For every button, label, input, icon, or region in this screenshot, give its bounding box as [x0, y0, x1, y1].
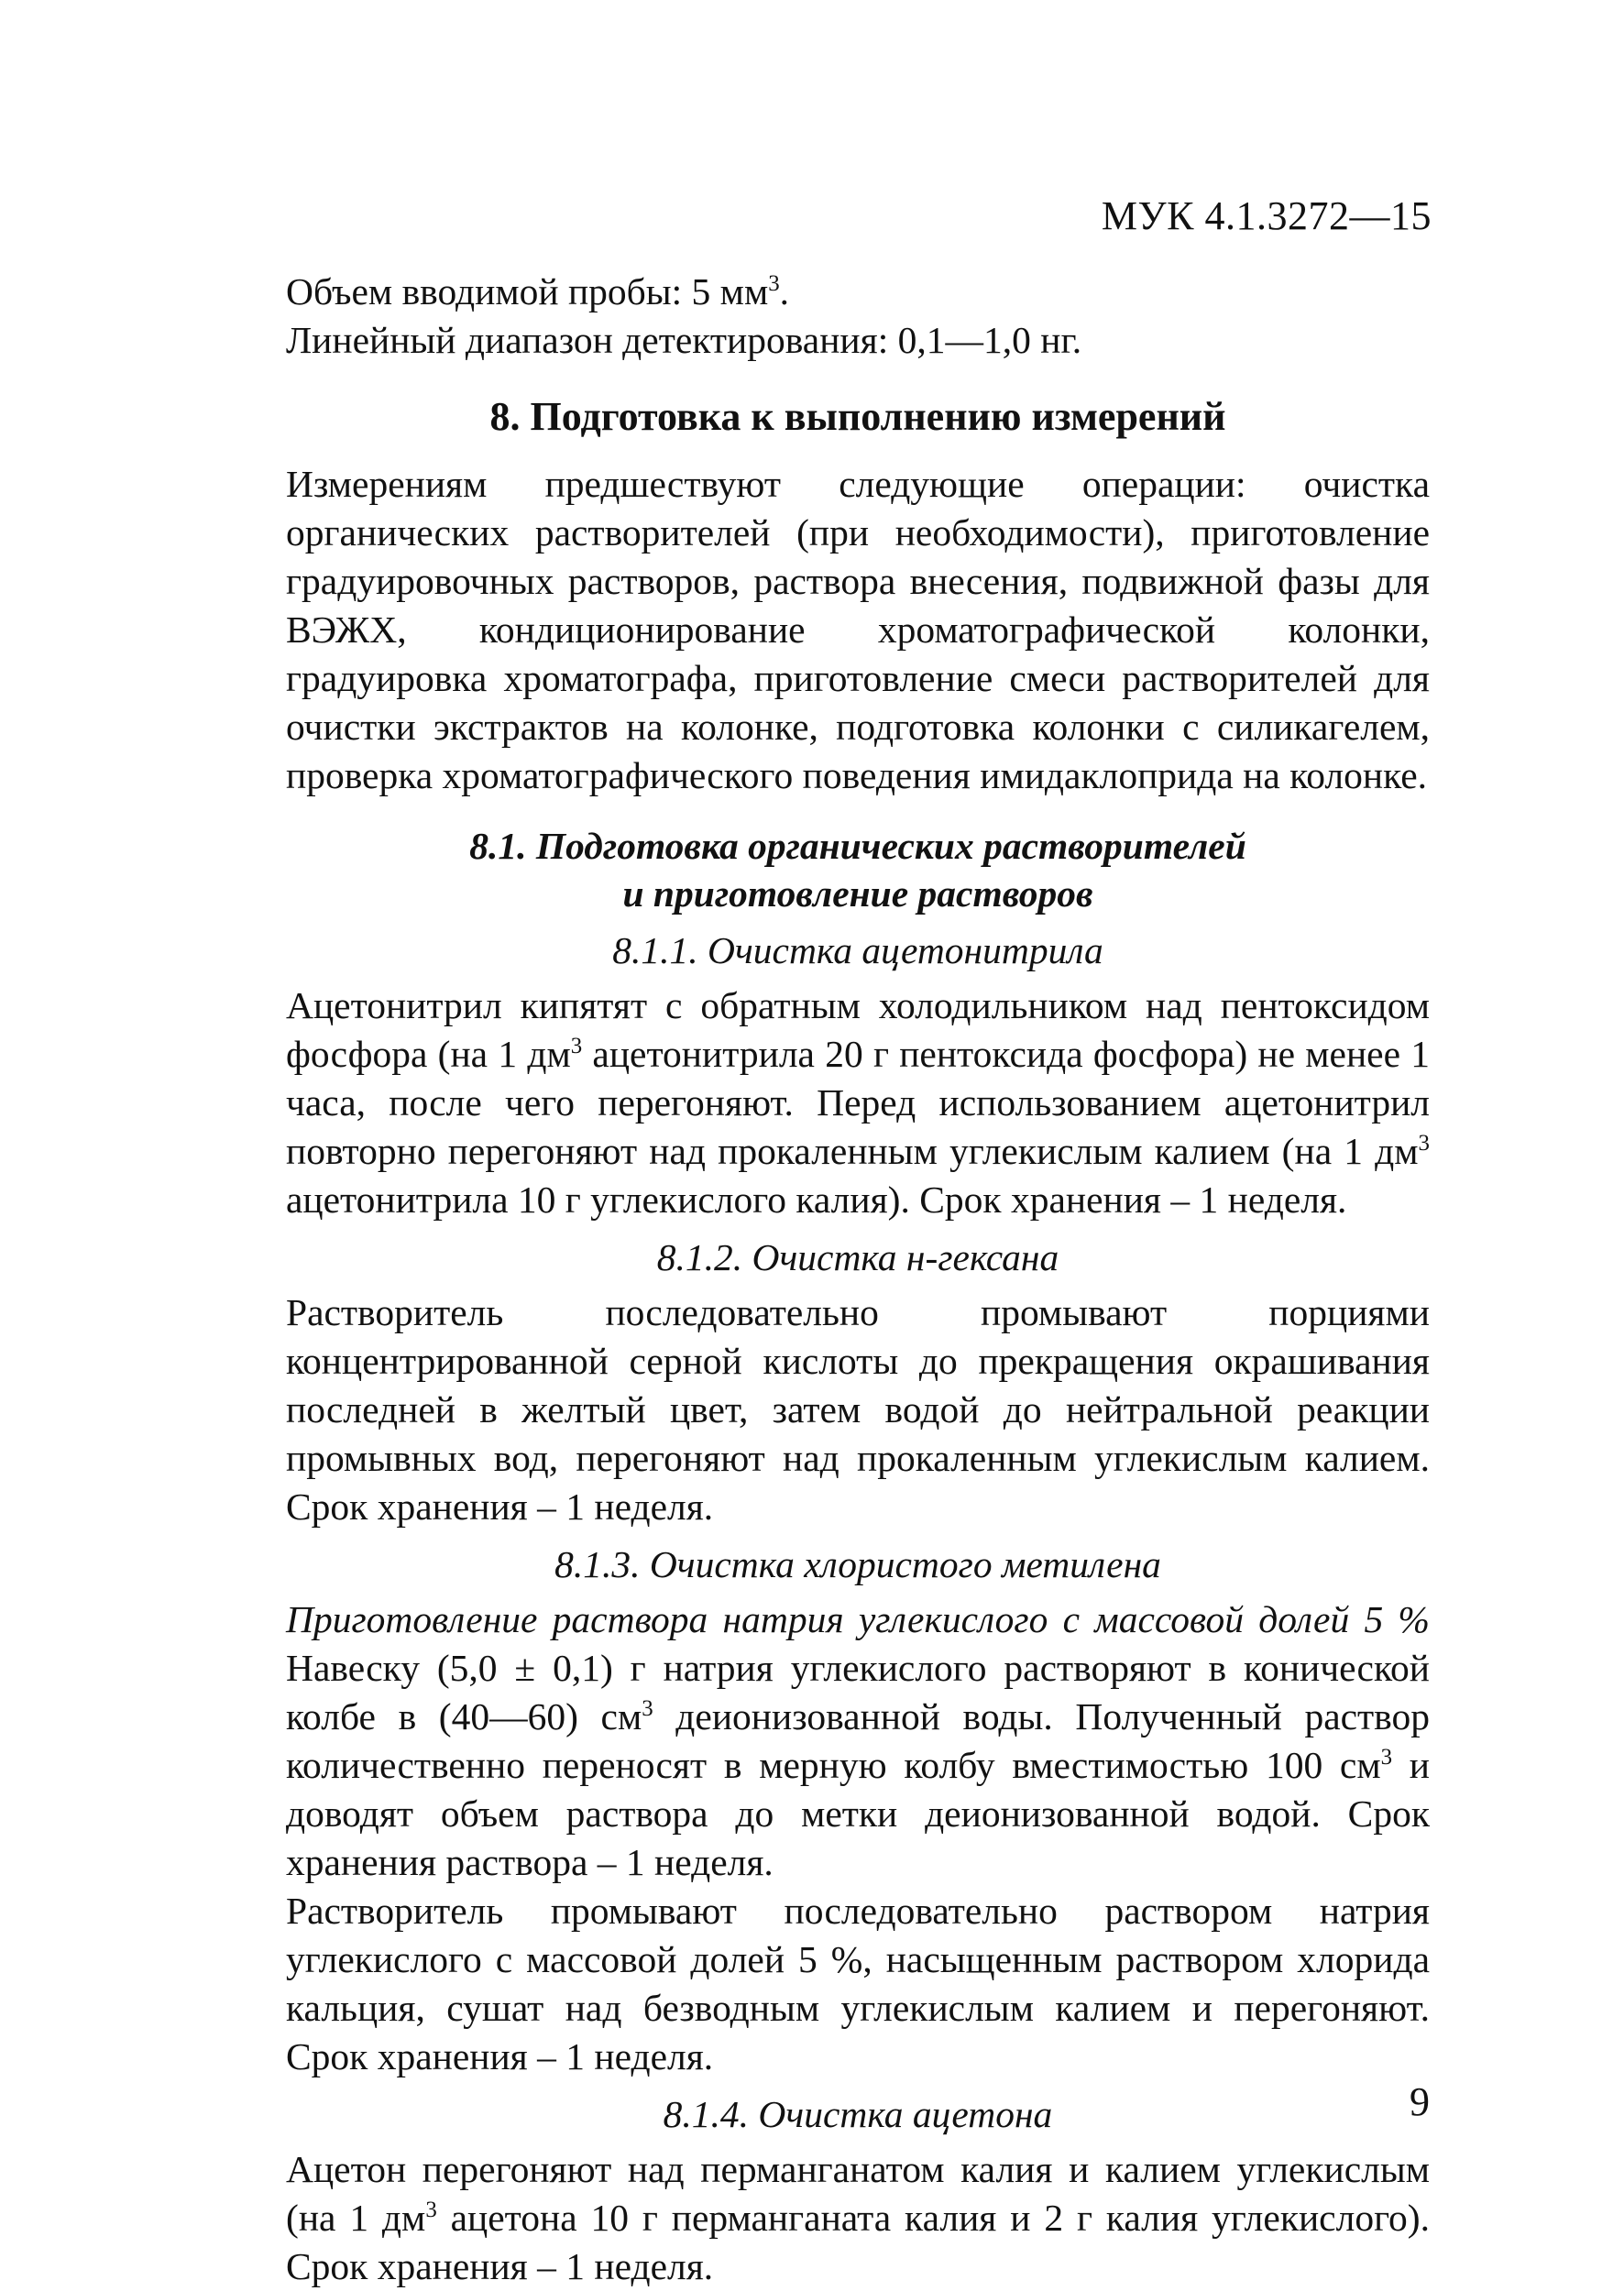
page-content	[286, 268, 1430, 2291]
section-8-1-3-title: 8.1.3. Очистка хлористого метилена	[554, 1543, 1161, 1585]
superscript: 3	[1380, 1745, 1393, 1770]
text: ацетонитрила 10 г углекислого калия). Срок хранения – 1 неделя.	[286, 1178, 1347, 1221]
section-8-1-2-paragraph: Растворитель последовательно промывают порциями концентрированной серной кислоты до прекращения окрашивания последней в желтый цвет, затем водой до нейтральной реакции промывных вод, перегоняют над прокаленным углекислым калием. Срок хранения – 1 неделя.	[286, 1291, 1430, 1528]
text: ацетона 10 г перманганата калия и 2 г калия углекислого). Срок хранения – 1 неделя.	[286, 2197, 1430, 2287]
page-number: 9	[1410, 2079, 1430, 2124]
section-8-1-3-paragraph-1	[286, 1644, 1430, 1887]
superscript: 3	[642, 1696, 653, 1722]
section-8-paragraph: Измерениям предшествуют следующие операции: очистка органических растворителей (при необходимости), приготовление градуировочных растворов, раствора внесения, подвижной фазы для ВЭЖХ, кондиционирование хроматографической колонки, градуировка хроматографа, приготовление смеси растворителей для очистки экстрактов на колонке, подготовка колонки с силикагелем, проверка хроматографического поведения имидаклоприда на колонке.	[286, 463, 1430, 796]
text: и доводят объем раствора до метки деионизованной водой. Срок хранения раствора – 1 неделя.	[286, 1744, 1430, 1883]
sample-volume-line	[286, 268, 1430, 316]
document-code: МУК 4.1.3272—15	[1101, 193, 1432, 238]
section-8-1-title-line1: 8.1. Подготовка органических растворителей	[469, 825, 1246, 867]
text: Ацетонитрил кипятят с обратным холодильником над пентоксидом фосфора (на 1 дм	[286, 984, 1430, 1075]
text: Ацетон перегоняют над перманганатом калия и калием углекислым (на 1 дм	[286, 2148, 1430, 2239]
text: деионизованной воды. Полученный раствор количественно переносят в мерную колбу вместимостью 100 см	[286, 1695, 1430, 1786]
sample-volume-text: Объем вводимой пробы: 5 мм	[286, 270, 769, 312]
superscript: 3	[1418, 1131, 1430, 1156]
section-8-1-4-title: 8.1.4. Очистка ацетона	[663, 2093, 1053, 2135]
superscript: 3	[570, 1034, 583, 1059]
text: Навеску (5,0 ± 0,1) г натрия углекислого растворяют в конической колбе в (40—60) см	[286, 1647, 1430, 1737]
section-8-1-title-line2: и приготовление растворов	[622, 872, 1093, 915]
superscript: 3	[425, 2198, 437, 2223]
section-8-1-2-title: 8.1.2. Очистка н-гексана	[656, 1236, 1059, 1278]
linear-range-line: Линейный диапазон детектирования: 0,1—1,0 нг.	[286, 319, 1082, 361]
section-8-1-1-title: 8.1.1. Очистка ацетонитрила	[612, 929, 1103, 971]
section-8-title: 8. Подготовка к выполнению измерений	[489, 394, 1226, 439]
sample-volume-end: .	[779, 270, 790, 312]
section-8-1-4-paragraph	[286, 2145, 1430, 2291]
text: ацетонитрила 20 г пентоксида фосфора) не менее 1 часа, после чего перегоняют. Перед использованием ацетонитрил повторно перегоняют над прокаленным углекислым калием (на 1 дм	[286, 1033, 1430, 1172]
section-8-1-3-subheading: Приготовление раствора натрия углекислого с массовой долей 5 %	[286, 1598, 1430, 1640]
section-8-1-1-paragraph	[286, 981, 1430, 1224]
section-8-1-title	[286, 822, 1430, 917]
superscript: 3	[768, 271, 780, 297]
section-8-1-3-paragraph-2: Растворитель промывают последовательно раствором натрия углекислого с массовой долей 5 %, насыщенным раствором хлорида кальция, сушат над безводным углекислым калием и перегоняют. Срок хранения – 1 неделя.	[286, 1890, 1430, 2077]
